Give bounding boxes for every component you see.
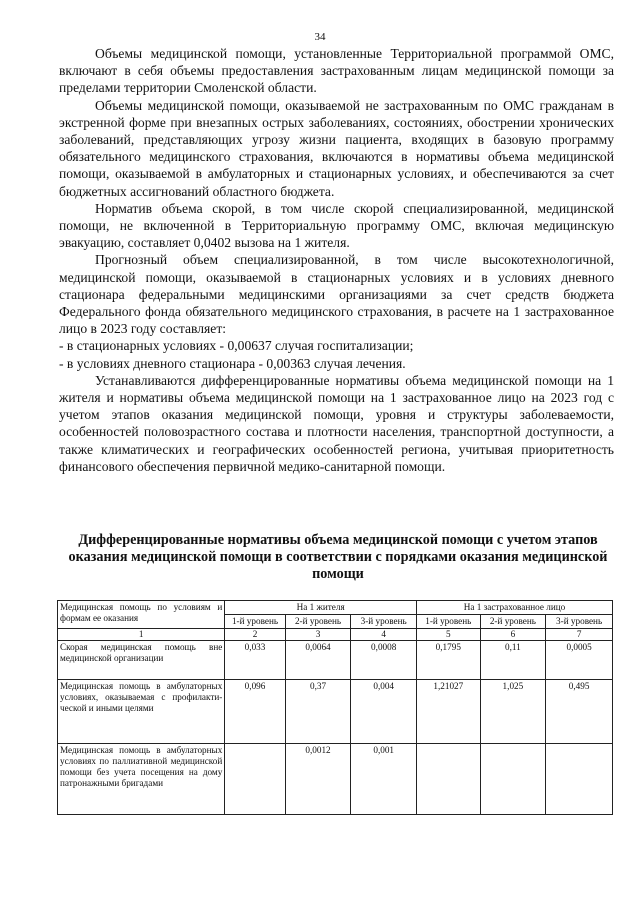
cell-value: 1,21027 xyxy=(417,680,481,744)
header-level: 1-й уровень xyxy=(417,615,481,629)
column-number: 3 xyxy=(285,629,351,641)
table-row xyxy=(58,680,613,744)
cell-value: 0,0005 xyxy=(546,641,613,680)
column-number: 1 xyxy=(58,629,225,641)
body-text xyxy=(59,45,614,475)
page-number: 34 xyxy=(314,31,326,43)
table-title: Дифференцированные нормативы объема медицинской помощи с учетом этапов оказания медицинской помощи в соответствии с порядками оказания медицинской помощи xyxy=(68,532,608,583)
row-label: Скорая медицинская помощь вне медицинской организации xyxy=(58,641,225,680)
column-number: 2 xyxy=(225,629,285,641)
paragraph: Объемы медицинской помощи, оказываемой не застрахованным по ОМС гражданам в экстренной форме при внезапных острых заболеваниях, состояниях, обострении хронических заболеваний, представляющих угрозу жизни пациента, входящих в базовую программу обязательного медицинского страхования, включаются в нормативы объема медицинской помощи, оказываемой в амбулаторных и стационарных условиях, и обеспечиваются за счет бюджетных ассигнований областного бюджета. xyxy=(59,97,614,199)
paragraph: Прогнозный объем специализированной, в том числе высокотехнологичной, медицинской помощи, оказываемой в стационарных условиях и в условиях дневного стационара федеральными медицинскими организациями за счет средств бюджета Федерального фонда обязательного медицинского страхования, в расчете на 1 застрахованное лицо в 2023 году составляет: xyxy=(59,252,614,337)
column-number: 6 xyxy=(480,629,546,641)
cell-value: 1,025 xyxy=(480,680,546,744)
header-level: 3-й уровень xyxy=(546,615,613,629)
cell-value: 0,096 xyxy=(225,680,285,744)
row-label: Медицинская помощь в амбулаторных условиях, оказываемая с профилакти-ческой и иными целями xyxy=(58,680,225,744)
cell-value: 0,033 xyxy=(225,641,285,680)
table-row xyxy=(58,641,613,680)
column-number-row xyxy=(58,629,613,641)
cell-value: 0,004 xyxy=(351,680,417,744)
header-level: 1-й уровень xyxy=(225,615,285,629)
cell-value: 0,001 xyxy=(351,744,417,815)
column-number: 7 xyxy=(546,629,613,641)
table-row xyxy=(58,744,613,815)
list-item: - в условиях дневного стационара - 0,00363 случая лечения. xyxy=(59,355,406,371)
cell-value: 0,37 xyxy=(285,680,351,744)
header-level: 2-й уровень xyxy=(285,615,351,629)
header-level: 3-й уровень xyxy=(351,615,417,629)
list-item: - в стационарных условиях - 0,00637 случая госпитализации; xyxy=(59,338,414,354)
column-number: 4 xyxy=(351,629,417,641)
header-group-insured: На 1 застрахованное лицо xyxy=(417,601,613,615)
cell-value xyxy=(417,744,481,815)
cell-value xyxy=(546,744,613,815)
cell-value: 0,0012 xyxy=(285,744,351,815)
header-type: Медицинская помощь по условиям и формам ее оказания xyxy=(58,601,225,629)
cell-value: 0,495 xyxy=(546,680,613,744)
cell-value xyxy=(480,744,546,815)
header-group-resident: На 1 жителя xyxy=(225,601,417,615)
header-level: 2-й уровень xyxy=(480,615,546,629)
norms-table xyxy=(57,600,613,815)
paragraph: Объемы медицинской помощи, установленные Территориальной программой ОМС, включают в себя объемы предоставления застрахованным лицам медицинской помощи за пределами территории Смоленской области. xyxy=(59,46,614,96)
cell-value: 0,11 xyxy=(480,641,546,680)
cell-value: 0,0008 xyxy=(351,641,417,680)
cell-value: 0,1795 xyxy=(417,641,481,680)
table-header-row xyxy=(58,601,613,615)
cell-value: 0,0064 xyxy=(285,641,351,680)
column-number: 5 xyxy=(417,629,481,641)
row-label: Медицинская помощь в амбулаторных условиях по паллиативной медицинской помощи без учета посещения на дому патронажными бригадами xyxy=(58,744,225,815)
paragraph: Норматив объема скорой, в том числе скорой специализированной, медицинской помощи, не включенной в Территориальную программу ОМС, включая медицинскую эвакуацию, составляет 0,0402 вызова на 1 жителя. xyxy=(59,200,614,251)
paragraph: Устанавливаются дифференцированные нормативы объема медицинской помощи на 1 жителя и нормативы объема медицинской помощи на 1 застрахованное лицо на 2023 год с учетом этапов оказания медицинской помощи, уровня и структуры заболеваемости, особенностей половозрастного состава и плотности населения, транспортной доступности, а также климатических и географических особенностей региона, учитывая приоритетность финансового обеспечения первичной медико-санитарной помощи. xyxy=(59,372,614,474)
cell-value xyxy=(225,744,285,815)
